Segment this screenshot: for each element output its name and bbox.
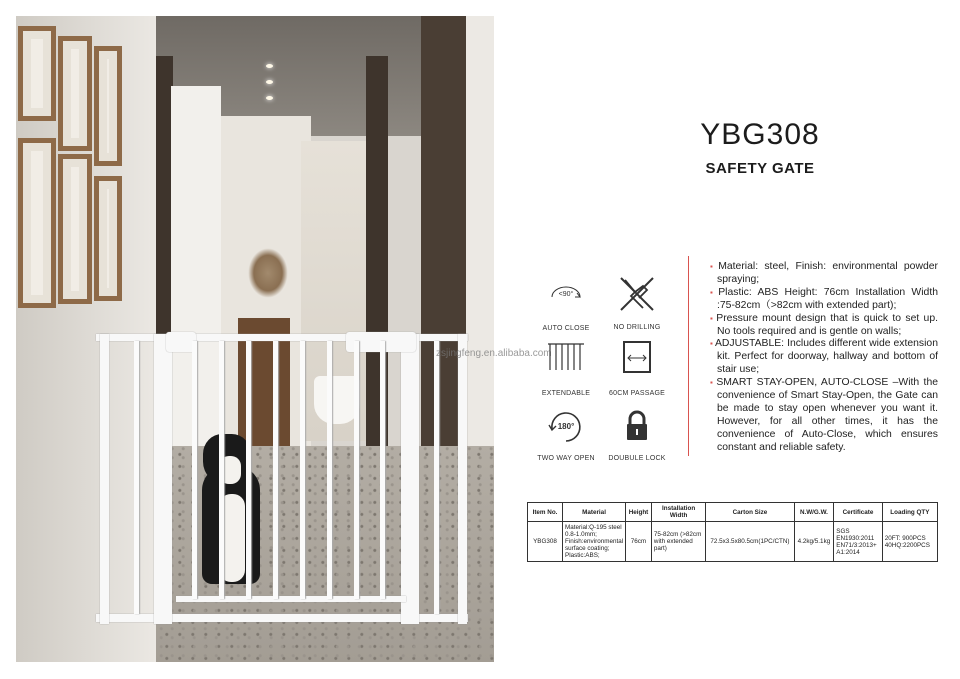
auto-close-angle: <90° [558,291,574,298]
feature-label: NO DRILLING [613,324,661,331]
cell-height: 76cm [626,522,652,562]
header-item-no: Item No. [528,503,563,522]
picture-frame [18,26,56,121]
picture-frame [58,154,92,304]
gate-left-post [100,334,109,624]
ceiling-light [266,64,273,68]
cell-carton-size: 72.5x3.5x80.5cm(1PC/CTN) [706,522,794,562]
plant [248,248,288,298]
gate-right-post [458,334,467,624]
cell-material: Material:Q-195 steel 0.8-1.0mm; Finish:environmental surface coating; Plastic:ABS; [563,522,626,562]
watermark: zsjingfeng.en.alibaba.com [436,348,552,359]
ceiling-light [266,80,273,84]
padlock-icon [615,405,659,449]
header-carton-size: Carton Size [706,503,794,522]
extension-bars-icon [544,340,588,384]
description-item: ▪ Material: steel, Finish: environmental powder spraying; [710,261,938,287]
gate-door-right-post [401,334,419,624]
gate-door-bottom [176,596,406,602]
table-row [528,522,938,562]
feature-no-drilling [587,270,687,331]
gate-bar [380,341,385,599]
feature-double-lock [587,405,687,462]
gate-bar [354,341,359,599]
gate-bar [246,341,251,599]
picture-frame [58,36,92,151]
feature-label: DOUBULE LOCK [608,455,666,462]
gate-bar [134,341,139,614]
two-way-angle: 180° [557,422,575,431]
model-title: YBG308 [700,118,820,151]
header-installation-width: Installation Width [651,503,705,522]
two-way-arrow-icon [544,405,588,449]
header-material: Material [563,503,626,522]
spec-table [527,502,938,562]
header-weight: N.W/G.W. [794,503,834,522]
feature-label: AUTO CLOSE [542,325,590,332]
product-subtitle: SAFETY GATE [705,160,815,177]
no-drilling-icon [613,270,661,318]
header-height: Height [626,503,652,522]
description-item: ▪ Pressure mount design that is quick to set up. No tools required and is gentle on walls; [710,313,938,339]
gate-bar [192,341,197,599]
header-certificate: Certificate [834,503,883,522]
cell-weight: 4.2kg/5.1kg [794,522,834,562]
cell-item-no: YBG308 [528,522,563,562]
auto-close-arrow-icon [544,275,588,319]
gate-bar [327,341,332,599]
accent-divider [688,256,689,456]
feature-60cm-passage [587,340,687,397]
description-item: ▪ Plastic: ABS Height: 76cm Installation Width :75-82cm（>82cm with extended part); [710,287,938,313]
cell-loading-qty: 20FT: 900PCS 40HQ:2200PCS [882,522,937,562]
picture-frame [18,138,56,308]
description-item: ▪ SMART STAY-OPEN, AUTO-CLOSE –With the convenience of Smart Stay-Open, the Gate can be made to stay open whenever you want it. However, for all other times, it has the convenience of Auto-Close, which ensures constant and reliable safety. [710,377,938,454]
picture-frame [94,176,122,301]
feature-label: TWO WAY OPEN [537,455,595,462]
feature-label: 60CM PASSAGE [609,390,665,397]
gate-bar [300,341,305,599]
description-item: ▪ ADJUSTABLE: Includes different wide extension kit. Perfect for doorway, hallway and bottom of stair use; [710,338,938,377]
cell-installation-width: 75-82cm (>82cm with extended part) [651,522,705,562]
gate-bar [219,341,224,599]
gate-door-left-post [154,334,172,624]
gate-bar [273,341,278,599]
feature-description [710,261,938,455]
cell-certificate: SGS EN1930:2011 EN71/3:2013+ A1:2014 [834,522,883,562]
passage-frame-icon [615,340,659,384]
ceiling-light [266,96,273,100]
gate-bar [434,341,439,614]
picture-frame [94,46,122,166]
header-loading-qty: Loading QTY [882,503,937,522]
table-header-row [528,503,938,522]
feature-label: EXTENDABLE [541,390,591,397]
